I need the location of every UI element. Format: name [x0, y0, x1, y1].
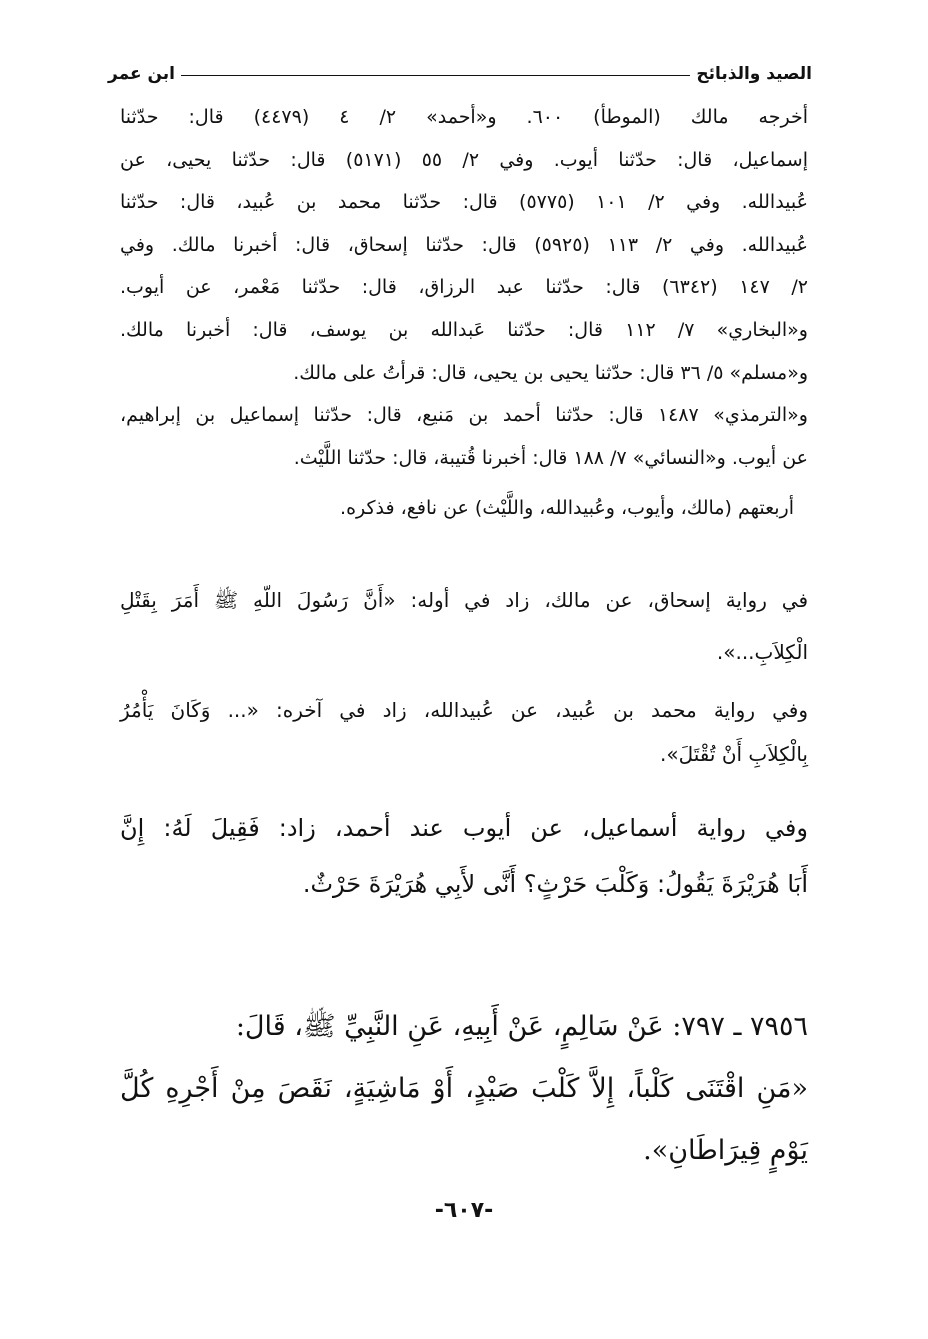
- paragraph-line: في رواية إسحاق، عن مالك، زاد في أوله: «أَنَّ رَسُولَ اللّهِ ﷺ أَمَرَ بِقَتْلِ: [120, 588, 808, 612]
- chain-summary: أربعتهم (مالك، وأيوب، وعُبيدالله، واللَّيْث) عن نافع، فذكره.: [340, 497, 794, 519]
- reference-line: عُبيدالله. وفي ٢/ ١١٣ (٥٩٢٥) قال: حدّثنا إسحاق، قال: أخبرنا مالك. وفي: [120, 233, 808, 256]
- chapter-title: الصيد والذبائح: [690, 62, 812, 86]
- paragraph-line: أَبَا هُرَيْرَةَ يَقُولُ: وَكَلْبَ حَرْثٍ؟ أَنَّى لأَبِي هُرَيْرَةَ حَرْثٌ.: [302, 870, 808, 898]
- variant-paragraph-ismail: [120, 800, 808, 912]
- hadith-heading: [120, 996, 808, 1058]
- page-number: -٦٠٧-: [434, 1198, 494, 1223]
- reference-line: عن أيوب. و«النسائي» ٧/ ١٨٨ قال: أخبرنا قُتيبة، قال: حدّثنا اللَّيْث.: [293, 446, 808, 469]
- references-block: [120, 96, 808, 479]
- hadith-line: «مَنِ اقْتَنَى كَلْباً، إِلاَّ كَلْبَ صَيْدٍ، أَوْ مَاشِيَةٍ، نَقَصَ مِنْ أَجْرِهِ كُلَّ: [120, 1073, 808, 1104]
- reference-line: إسماعيل، قال: حدّثنا أيوب. وفي ٢/ ٥٥ (٥١٧١) قال: حدّثنا يحيى، عن: [120, 148, 809, 171]
- paragraph-line: وفي رواية محمد بن عُبيد، عن عُبيدالله، زاد في آخره: «... وَكَانَ يَأْمُرُ: [120, 698, 808, 722]
- variant-paragraph-ishaq: [120, 574, 808, 678]
- hadith-line: يَوْمٍ قِيرَاطَانِ».: [643, 1135, 808, 1166]
- reference-line: عُبيدالله. وفي ٢/ ١٠١ (٥٧٧٥) قال: حدّثنا محمد بن عُبيد، قال: حدّثنا: [120, 191, 808, 214]
- running-header: [108, 62, 812, 90]
- paragraph-line: بِالْكِلاَبِ أَنْ تُقْتَلَ».: [660, 742, 808, 766]
- paragraph-line: وفي رواية أسماعيل، عن أيوب عند أحمد، زاد: فَقِيلَ لَهُ: إِنَّ: [120, 814, 808, 842]
- hadith-number-line: ٧٩٥٦ ـ ٧٩٧: عَنْ سَالِمٍ، عَنْ أَبِيهِ، عَنِ النَّبِيِّ ﷺ، قَالَ:: [235, 1011, 808, 1042]
- reference-line: و«البخاري» ٧/ ١١٢ قال: حدّثنا عَبدالله بن يوسف، قال: أخبرنا مالك.: [120, 318, 808, 341]
- narrator-name: ابن عمر: [108, 62, 181, 86]
- reference-line: ٢/ ١٤٧ (٦٣٤٢) قال: حدّثنا عبد الرزاق، قال: حدّثنا مَعْمر، عن أيوب.: [120, 276, 808, 299]
- hadith-text: [120, 1058, 808, 1182]
- reference-line: و«الترمذي» ١٤٨٧ قال: حدّثنا أحمد بن مَنيع، قال: حدّثنا إسماعيل بن إبراهيم،: [120, 404, 808, 427]
- paragraph-line: الْكِلاَبِ...».: [716, 640, 808, 664]
- variant-paragraph-muhammad: [120, 688, 808, 776]
- header-rule: [170, 75, 700, 76]
- reference-line: و«مسلم» ٥/ ٣٦ قال: حدّثنا يحيى بن يحيى، قال: قرأتُ على مالك.: [293, 361, 808, 384]
- reference-line: أخرجه مالك (الموطأ) ٦٠٠. و«أحمد» ٢/ ٤ (٤٤٧٩) قال: حدّثنا: [120, 106, 808, 128]
